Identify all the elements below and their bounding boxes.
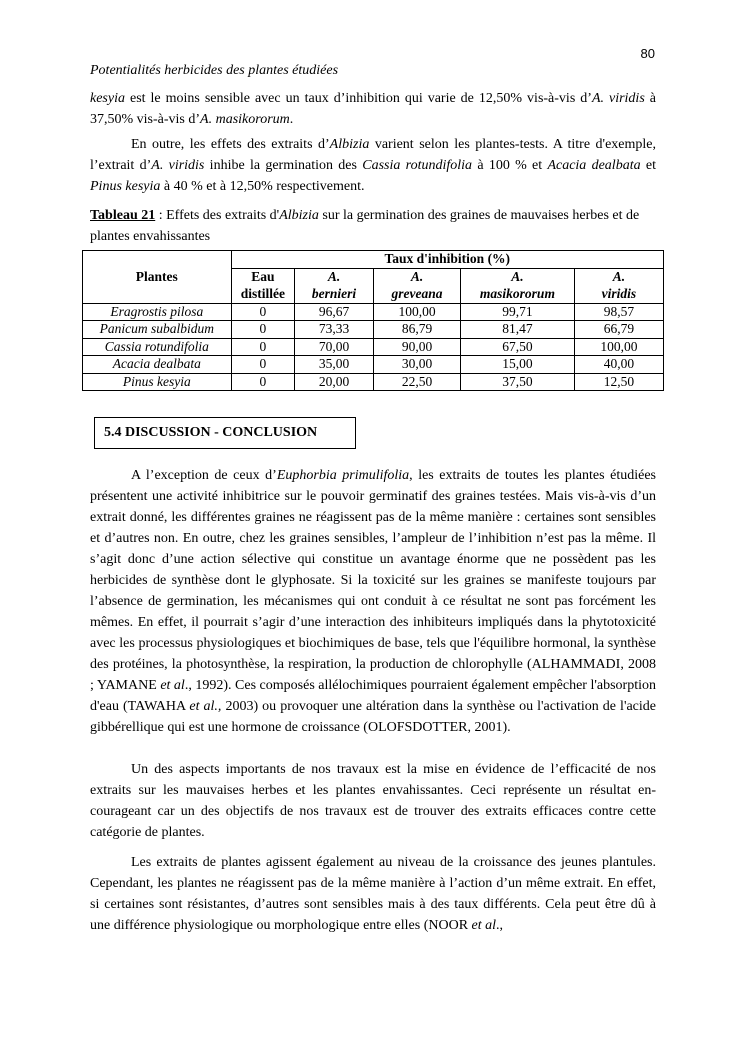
paragraph-kesyia-sensitivity: kesyia est le moins sensible avec un taux d’inhibition qui varie de 12,50% vis-à-vis d’A. viridis à 37,50% vis-à-vis d’A. masikororum. [90, 91, 656, 127]
plant-name: Panicum subalbidum [83, 321, 232, 339]
table-row [83, 321, 664, 339]
table-cell: 12,50 [574, 373, 663, 391]
table-cell: 15,00 [461, 356, 575, 374]
table-cell: 96,67 [295, 303, 374, 321]
header-col-greveana: A. greveana [373, 268, 460, 303]
table-cell: 0 [231, 373, 295, 391]
plant-name: Cassia rotundifolia [83, 338, 232, 356]
table-cell: 20,00 [295, 373, 374, 391]
paragraph-efficacy: Un des aspects importants de nos travaux est la mise en évidence de l’efficacité de nos extraits sur les mauvaises herbes et les plantes envahissantes. Ceci représente un résultat encourageant car un des objectifs de nos travaux est de trouver des extraits efficaces contre cette catégorie de plantes. [90, 762, 656, 840]
table-cell: 37,50 [461, 373, 575, 391]
plant-name: Acacia dealbata [83, 356, 232, 374]
paragraph-discussion: A l’exception de ceux d’Euphorbia primulifolia, les extraits de toutes les plantes étudiées présentent une activité inhibitrice sur le pouvoir germinatif des graines testées. Mais vis-à-vis d’un extrait donné, les différentes graines ne réagissent pas de la même manière : certaines sont sensibles et d’autres non. En outre, chez les graines sensibles, l’ampleur de l’inhibition n’est pas la même. Il s’agit donc d’une action sélective qui constitue un avantage énorme que ne possèdent pas les herbicides de synthèse dont le glyphosate. Si la toxicité sur les graines se manifeste toujours par l’absence de germination, les mécanismes qui ont conduit à ce résultat ne sont pas forcément les mêmes. En effet, il pourrait s’agir d’une interaction des inhibiteurs impliqués dans la phytotoxicité avec les processus physiologiques et biochimiques de base, tels que l'équilibre hormonal, la synthèse des protéines, la photosynthèse, la respiration, la production de chlorophylle (ALHAMMADI, 2008 ; YAMANE et al., 1992). Ces composés allélochimiques pourraient également empêcher l'absorption d'eau (TAWAHA et al., 2003) ou provoquer une altération dans la synthèse ou l'activation de l'acide gibbérellique qui est une hormone de croissance (OLOFSDOTTER, 2001). [90, 468, 656, 735]
page-number: 80 [640, 46, 655, 61]
section-heading: 5.4 DISCUSSION - CONCLUSION [94, 417, 356, 449]
table-label: Tableau 21 [90, 208, 156, 223]
header-taux-inhibition: Taux d'inhibition (%) [231, 251, 663, 269]
running-header: Potentialités herbicides des plantes étudiées [90, 63, 339, 78]
table-cell: 99,71 [461, 303, 575, 321]
table-cell: 40,00 [574, 356, 663, 374]
table-row [83, 338, 664, 356]
table-cell: 0 [231, 321, 295, 339]
table-cell: 100,00 [574, 338, 663, 356]
table-cell: 30,00 [373, 356, 460, 374]
table-row [83, 373, 664, 391]
table-cell: 35,00 [295, 356, 374, 374]
table-cell: 67,50 [461, 338, 575, 356]
table-cell: 98,57 [574, 303, 663, 321]
table-row [83, 356, 664, 374]
table-row [83, 303, 664, 321]
table-cell: 22,50 [373, 373, 460, 391]
header-col-eau: Eau distillée [231, 268, 295, 303]
paragraph-albizia-effects: En outre, les effets des extraits d’Albizia varient selon les plantes-tests. A titre d'exemple, l’extrait d’A. viridis inhibe la germination des Cassia rotundifolia à 100 % et Acacia dealbata et Pinus kesyia à 40 % et à 12,50% respectivement. [90, 137, 656, 194]
table-cell: 66,79 [574, 321, 663, 339]
header-col-masikororum: A. masikororum [461, 268, 575, 303]
table-cell: 86,79 [373, 321, 460, 339]
table-caption: Tableau 21 : Effets des extraits d'Albizia sur la germination des graines de mauvaises herbes et de plantes envahissantes [90, 208, 640, 244]
table-cell: 81,47 [461, 321, 575, 339]
paragraph-growth: Les extraits de plantes agissent également au niveau de la croissance des jeunes plantules. Cependant, les plantes ne réagissent pas de la même manière à l’action d’un même extrait. En effet, si certaines sont résistantes, d’autres sont sensibles mais à des taux différents. Cela peut être dû à une différence physiologique ou morphologique entre elles (NOOR et al., [90, 855, 656, 933]
inhibition-table [82, 250, 664, 391]
header-col-bernieri: A. bernieri [295, 268, 374, 303]
header-plantes: Plantes [83, 251, 232, 304]
table-cell: 0 [231, 303, 295, 321]
table-cell: 100,00 [373, 303, 460, 321]
table-cell: 90,00 [373, 338, 460, 356]
table-cell: 0 [231, 356, 295, 374]
table-cell: 0 [231, 338, 295, 356]
plant-name: Eragrostis pilosa [83, 303, 232, 321]
header-col-viridis: A. viridis [574, 268, 663, 303]
table-cell: 73,33 [295, 321, 374, 339]
table-cell: 70,00 [295, 338, 374, 356]
plant-name: Pinus kesyia [83, 373, 232, 391]
